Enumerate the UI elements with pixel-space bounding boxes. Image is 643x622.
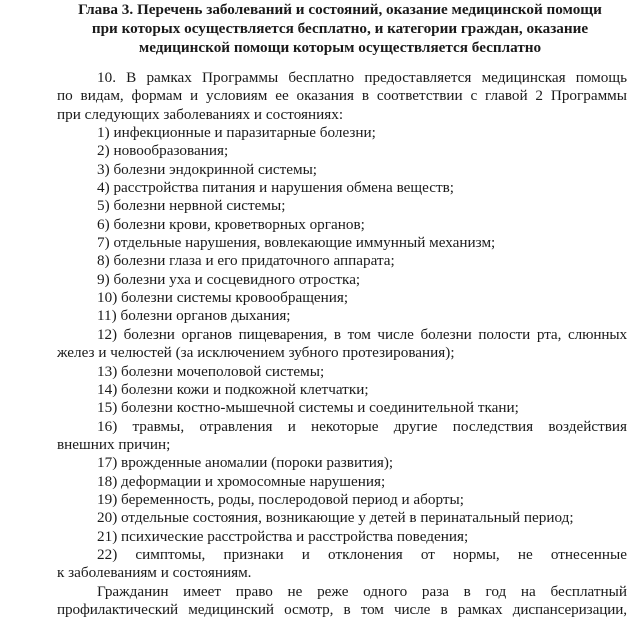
closing-line-1: Гражданин имеет право не реже одного раза в год на бесплатный bbox=[97, 582, 627, 600]
intro-line-3: при следующих заболеваниях и состояниях: bbox=[57, 105, 344, 123]
chapter-title bbox=[70, 0, 610, 57]
list-item: 3) болезни эндокринной системы; bbox=[97, 160, 317, 178]
list-item-22-line-2: к заболеваниям и состояниям. bbox=[57, 564, 252, 582]
list-item: 9) болезни уха и сосцевидного отростка; bbox=[97, 270, 361, 288]
document-body bbox=[57, 69, 627, 619]
title-line-1: Глава 3. Перечень заболеваний и состояний, оказание медицинской помощи bbox=[78, 1, 602, 18]
list-item: 2) новообразования; bbox=[97, 142, 229, 160]
list-item: 15) болезни костно-мышечной системы и соединительной ткани; bbox=[97, 399, 519, 417]
list-item: 4) расстройства питания и нарушения обмена веществ; bbox=[97, 179, 454, 197]
title-line-3: медицинской помощи которым осуществляется бесплатно bbox=[138, 39, 542, 56]
list-item: 18) деформации и хромосомные нарушения; bbox=[97, 472, 386, 490]
list-item: 14) болезни кожи и подкожной клетчатки; bbox=[97, 380, 369, 398]
list-item: 11) болезни органов дыхания; bbox=[97, 307, 291, 325]
intro-line-2: по видам, формам и условиям ее оказания в соответствии с главой 2 Программы bbox=[57, 87, 627, 105]
list-item: 6) болезни крови, кроветворных органов; bbox=[97, 215, 365, 233]
title-line-2: при которых осуществляется бесплатно, и категории граждан, оказание bbox=[91, 20, 589, 37]
list-item-22-line-1: 22) симптомы, признаки и отклонения от нормы, не отнесенные bbox=[97, 545, 627, 563]
closing-line-2: профилактический медицинский осмотр, в том числе в рамках диспансеризации, bbox=[57, 600, 627, 618]
list-item-12-line-2: желез и челюстей (за исключением зубного протезирования); bbox=[57, 344, 455, 362]
list-item: 7) отдельные нарушения, вовлекающие иммунный механизм; bbox=[97, 234, 496, 252]
list-item: 17) врожденные аномалии (пороки развития); bbox=[97, 454, 394, 472]
list-item-12-line-1: 12) болезни органов пищеварения, в том числе болезни полости рта, слюнных bbox=[97, 325, 627, 343]
list-item: 10) болезни системы кровообращения; bbox=[97, 289, 349, 307]
list-item-16-line-1: 16) травмы, отравления и некоторые другие последствия воздействия bbox=[97, 417, 627, 435]
list-item: 1) инфекционные и паразитарные болезни; bbox=[97, 124, 376, 142]
list-item: 13) болезни мочеполовой системы; bbox=[97, 362, 325, 380]
list-item-16-line-2: внешних причин; bbox=[57, 435, 171, 453]
list-item: 20) отдельные состояния, возникающие у детей в перинатальный период; bbox=[97, 509, 574, 527]
list-item: 8) болезни глаза и его придаточного аппарата; bbox=[97, 252, 395, 270]
list-item: 19) беременность, роды, послеродовой период и аборты; bbox=[97, 490, 464, 508]
intro-line-1: 10. В рамках Программы бесплатно предоставляется медицинская помощь bbox=[97, 69, 627, 86]
list-item: 21) психические расстройства и расстройства поведения; bbox=[97, 527, 469, 545]
list-item: 5) болезни нервной системы; bbox=[97, 197, 286, 215]
